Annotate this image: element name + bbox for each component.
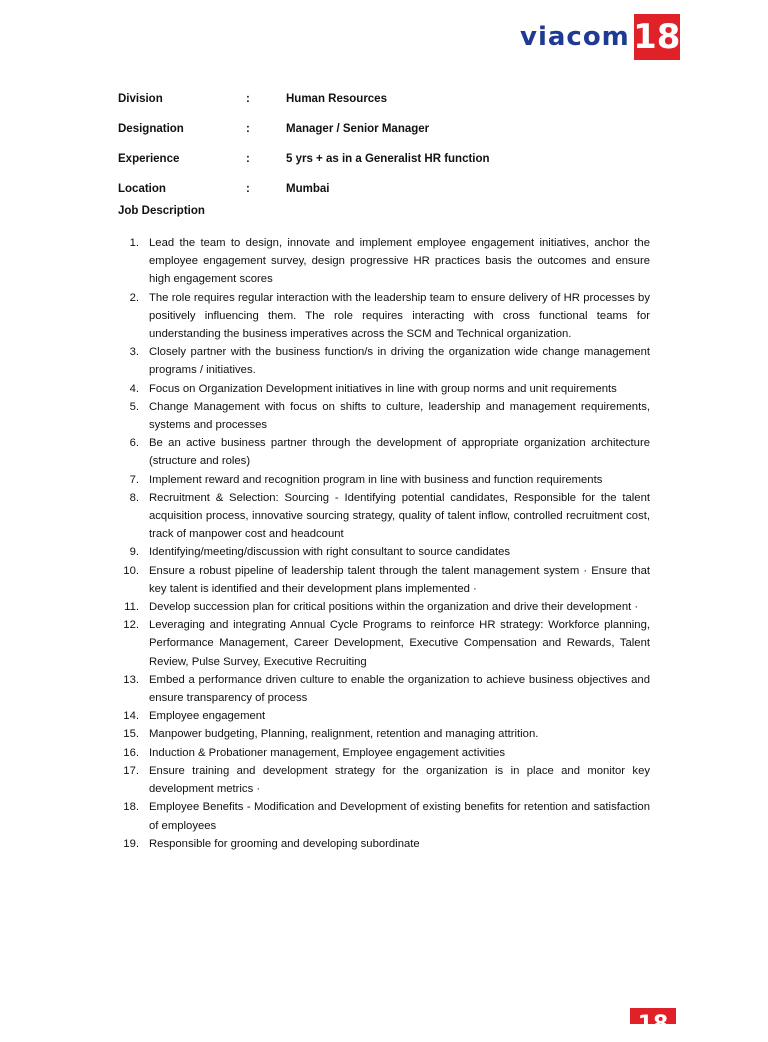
viacom18-logo [520,14,680,60]
field-division [118,84,658,114]
list-item [110,289,650,344]
field-location [118,174,658,204]
list-item-number [110,725,139,743]
list-item-number-text: 11. [124,601,139,614]
list-item-text: The role requires regular interaction with the leadership team to ensure delivery of HR processes by positively influencing them. The role requires interacting with cross functional teams for understanding the business imperatives across the SCM and Technical organization. [149,291,650,341]
list-item-text: Be an active business partner through the development of appropriate organization architecture (structure and roles) [149,437,650,468]
job-description-list [110,234,650,853]
field-colon: : [246,93,250,105]
list-item-number [110,616,139,671]
list-item-number-text: 15. [123,728,139,741]
list-item [110,562,650,598]
list-item-text: Recruitment & Selection: Sourcing - Identifying potential candidates, Responsible for the talent acquisition process, innovative sourcing strategy, quality of talent inflow, controlled recruitment cost, track of manpower cost and headcount [149,491,650,541]
list-item [110,671,650,707]
list-item [110,744,650,762]
list-item [110,398,650,434]
list-item-text: Change Management with focus on shifts to culture, leadership and management requirements, systems and processes [149,400,650,432]
list-item-number [110,489,139,544]
list-item-number-text: 8. [129,491,139,504]
field-value: Manager / Senior Manager [286,123,430,135]
field-label: Experience [118,153,180,165]
list-item-text: Responsible for grooming and developing subordinate [149,837,420,850]
list-item-number [110,598,139,616]
list-item-number-text: 12. [123,619,139,632]
list-item-number-text: 4. [129,382,139,395]
list-item [110,234,650,289]
list-item-text: Focus on Organization Development initiatives in line with group norms and unit requirements [149,382,617,395]
list-item-number [110,543,139,561]
field-label: Location [118,183,166,195]
list-item [110,380,650,398]
list-item-text: Employee Benefits - Modification and Development of existing benefits for retention and satisfaction of employees [149,801,650,832]
list-item-number [110,234,139,289]
list-item-number [110,762,139,798]
list-item-number [110,289,139,344]
list-item [110,434,650,470]
list-item-text: Leveraging and integrating Annual Cycle Programs to reinforce HR strategy: Workforce planning, Performance Management, Career Development, Executive Compensation and Rewards, Talent Review, Pulse Survey, Executive Recruiting [149,619,650,668]
list-item-number-text: 16. [123,746,139,759]
field-colon: : [246,183,250,195]
list-item-number [110,835,139,853]
list-item-text: Ensure training and development strategy for the organization is in place and monitor key development metrics · [149,764,650,796]
list-item-number-text: 13. [123,673,139,686]
logo-badge: 18 [634,14,680,60]
list-item-number [110,380,139,398]
list-item-text: Identifying/meeting/discussion with right consultant to source candidates [149,546,511,559]
field-colon: : [246,123,250,135]
list-item-number-text: 19. [123,837,139,850]
list-item [110,762,650,798]
list-item-number-text: 18. [123,801,139,814]
list-item-number-text: 2. [129,291,139,304]
job-fields [118,84,658,204]
field-value: 5 yrs + as in a Generalist HR function [286,153,490,165]
list-item-number [110,434,139,470]
list-item-number [110,707,139,725]
list-item-number-text: 1. [129,237,139,249]
list-item-number-text: 14. [123,710,139,723]
field-colon: : [246,153,250,165]
list-item [110,616,650,671]
list-item-number-text: 6. [129,437,139,450]
logo-wordmark: viacom [520,22,630,52]
list-item-text: Induction & Probationer management, Employee engagement activities [149,746,506,759]
list-item-text: Develop succession plan for critical positions within the organization and drive their development · [149,601,639,614]
list-item-text: Implement reward and recognition program in line with business and function requirements [149,473,603,486]
field-value: Mumbai [286,183,330,195]
list-item-number [110,343,139,379]
field-label: Division [118,93,163,105]
list-item-number-text: 7. [129,473,139,486]
footer-logo-badge: 18 [630,1008,676,1024]
list-item-number [110,562,139,598]
list-item-number [110,671,139,707]
list-item-number-text: 17. [123,764,139,777]
list-item [110,543,650,561]
list-item-number-text: 5. [129,400,139,413]
list-item-number [110,398,139,434]
list-item-number-text: 3. [129,346,139,359]
list-item [110,489,650,544]
list-item-number-text: 10. [123,564,139,577]
list-item-number [110,798,139,834]
list-item [110,835,650,853]
list-item-number [110,744,139,762]
list-item-number [110,471,139,489]
list-item [110,707,650,725]
list-item [110,798,650,834]
list-item [110,598,650,616]
list-item-text: Embed a performance driven culture to enable the organization to achieve business objectives and ensure transparency of process [149,673,650,705]
list-item-text: Manpower budgeting, Planning, realignment, retention and managing attrition. [149,728,539,741]
field-designation [118,114,658,144]
list-item-text: Employee engagement [149,710,266,723]
list-item-text: Closely partner with the business function/s in driving the organization wide change management programs / initiatives. [149,346,650,377]
list-item-number-text: 9. [129,546,139,559]
list-item [110,471,650,489]
list-item [110,725,650,743]
field-experience [118,144,658,174]
list-item [110,343,650,379]
field-label: Designation [118,123,184,135]
list-item-text: Lead the team to design, innovate and implement employee engagement initiatives, anchor the employee engagement survey, design progressive HR practices basis the outcomes and ensure high engagement scores [149,237,650,286]
job-description-heading: Job Description [118,205,205,217]
field-value: Human Resources [286,93,387,105]
list-item-text: Ensure a robust pipeline of leadership talent through the talent management system · Ensure that key talent is identified and their development plans implemented · [149,564,650,595]
